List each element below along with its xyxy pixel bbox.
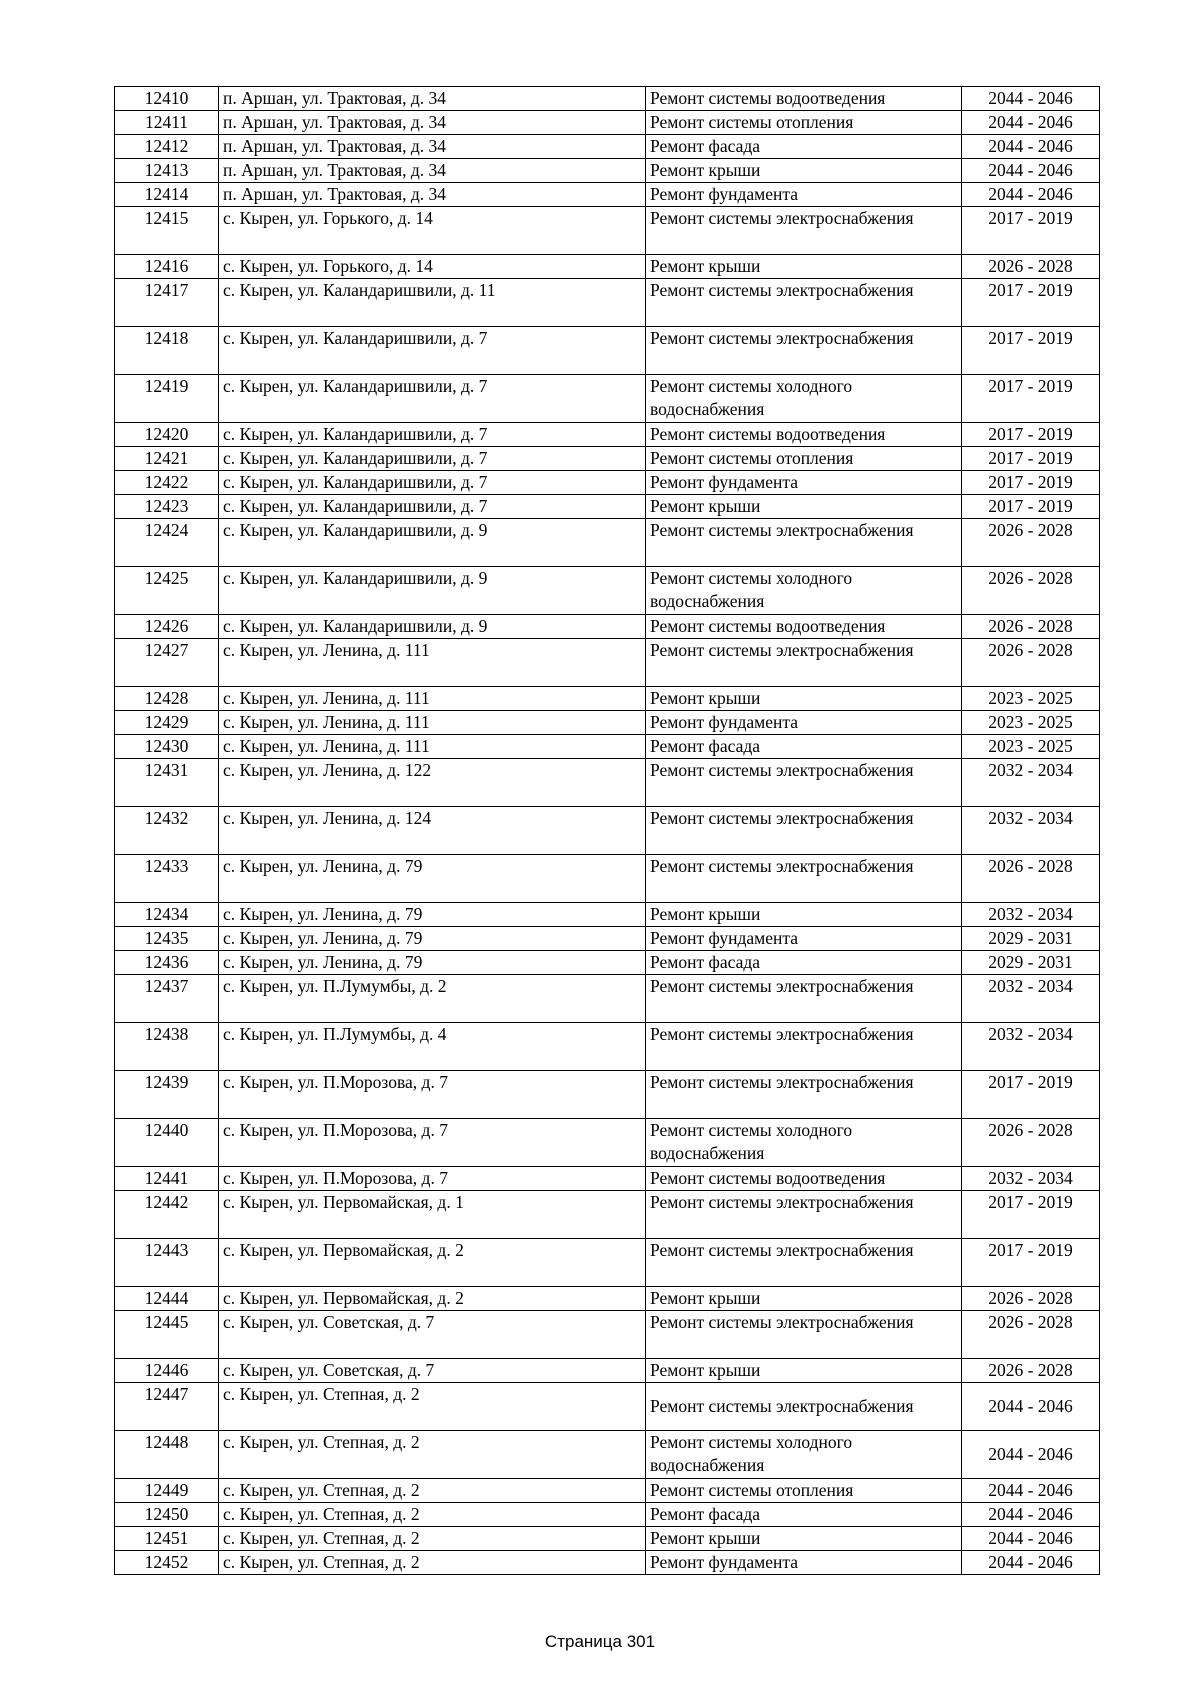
row-number: 12439 xyxy=(115,1071,219,1119)
row-address: с. Кырен, ул. Первомайская, д. 1 xyxy=(219,1191,646,1239)
row-number: 12414 xyxy=(115,183,219,207)
page-number: Страница 301 xyxy=(544,1632,656,1651)
row-work-type: Ремонт системы электроснабжения xyxy=(646,1191,962,1239)
row-number: 12411 xyxy=(115,111,219,135)
row-period: 2029 - 2031 xyxy=(962,951,1100,975)
row-work-type: Ремонт системы электроснабжения xyxy=(646,1071,962,1119)
row-address: с. Кырен, ул. П.Лумумбы, д. 4 xyxy=(219,1023,646,1071)
row-period: 2026 - 2028 xyxy=(962,519,1100,567)
row-work-type: Ремонт системы электроснабжения xyxy=(646,279,962,327)
row-work-type: Ремонт фундамента xyxy=(646,927,962,951)
row-address: с. Кырен, ул. Каландаришвили, д. 9 xyxy=(219,567,646,615)
table-row xyxy=(115,111,1100,135)
row-address: с. Кырен, ул. Степная, д. 2 xyxy=(219,1431,646,1479)
row-period: 2032 - 2034 xyxy=(962,1023,1100,1071)
row-address: с. Кырен, ул. П.Морозова, д. 7 xyxy=(219,1119,646,1167)
row-period: 2032 - 2034 xyxy=(962,1167,1100,1191)
table-row xyxy=(115,279,1100,327)
row-number: 12431 xyxy=(115,759,219,807)
row-address: п. Аршан, ул. Трактовая, д. 34 xyxy=(219,87,646,111)
row-work-type: Ремонт фасада xyxy=(646,735,962,759)
row-number: 12423 xyxy=(115,495,219,519)
row-number: 12444 xyxy=(115,1287,219,1311)
table-row xyxy=(115,639,1100,687)
row-address: п. Аршан, ул. Трактовая, д. 34 xyxy=(219,111,646,135)
table-row xyxy=(115,1167,1100,1191)
row-work-type: Ремонт крыши xyxy=(646,1527,962,1551)
row-period: 2044 - 2046 xyxy=(962,1503,1100,1527)
row-address: с. Кырен, ул. Ленина, д. 79 xyxy=(219,951,646,975)
row-work-type: Ремонт крыши xyxy=(646,255,962,279)
row-address: с. Кырен, ул. Ленина, д. 111 xyxy=(219,687,646,711)
row-period: 2017 - 2019 xyxy=(962,447,1100,471)
row-number: 12452 xyxy=(115,1551,219,1575)
row-number: 12435 xyxy=(115,927,219,951)
row-work-type: Ремонт крыши xyxy=(646,495,962,519)
table-row xyxy=(115,87,1100,111)
row-work-type: Ремонт крыши xyxy=(646,1287,962,1311)
table-row xyxy=(115,519,1100,567)
row-period: 2044 - 2046 xyxy=(962,1479,1100,1503)
row-period: 2017 - 2019 xyxy=(962,327,1100,375)
table-row xyxy=(115,1383,1100,1431)
row-work-type: Ремонт фундамента xyxy=(646,183,962,207)
row-address: с. Кырен, ул. Ленина, д. 111 xyxy=(219,711,646,735)
table-row xyxy=(115,1551,1100,1575)
row-number: 12451 xyxy=(115,1527,219,1551)
row-number: 12443 xyxy=(115,1239,219,1287)
row-address: с. Кырен, ул. Советская, д. 7 xyxy=(219,1359,646,1383)
table-row xyxy=(115,975,1100,1023)
row-address: с. Кырен, ул. Каландаришвили, д. 7 xyxy=(219,327,646,375)
table-row xyxy=(115,807,1100,855)
row-period: 2044 - 2046 xyxy=(962,159,1100,183)
table-row xyxy=(115,1071,1100,1119)
row-work-type: Ремонт системы электроснабжения xyxy=(646,519,962,567)
row-address: с. Кырен, ул. Степная, д. 2 xyxy=(219,1527,646,1551)
table-row xyxy=(115,927,1100,951)
row-number: 12436 xyxy=(115,951,219,975)
row-address: с. Кырен, ул. Степная, д. 2 xyxy=(219,1503,646,1527)
row-period: 2017 - 2019 xyxy=(962,495,1100,519)
row-address: с. Кырен, ул. Каландаришвили, д. 7 xyxy=(219,375,646,423)
row-work-type: Ремонт фасада xyxy=(646,1503,962,1527)
table-row xyxy=(115,1479,1100,1503)
repair-schedule-table xyxy=(114,86,1100,1575)
row-number: 12434 xyxy=(115,903,219,927)
row-period: 2044 - 2046 xyxy=(962,1383,1100,1431)
row-address: с. Кырен, ул. П.Морозова, д. 7 xyxy=(219,1071,646,1119)
row-period: 2017 - 2019 xyxy=(962,1239,1100,1287)
row-work-type: Ремонт системы электроснабжения xyxy=(646,1239,962,1287)
table-row xyxy=(115,375,1100,423)
table-row xyxy=(115,1359,1100,1383)
row-work-type: Ремонт системы электроснабжения xyxy=(646,975,962,1023)
row-period: 2044 - 2046 xyxy=(962,1551,1100,1575)
row-address: с. Кырен, ул. Советская, д. 7 xyxy=(219,1311,646,1359)
row-work-type: Ремонт крыши xyxy=(646,159,962,183)
row-period: 2017 - 2019 xyxy=(962,279,1100,327)
row-period: 2017 - 2019 xyxy=(962,375,1100,423)
row-period: 2017 - 2019 xyxy=(962,423,1100,447)
row-work-type: Ремонт системы электроснабжения xyxy=(646,207,962,255)
row-period: 2032 - 2034 xyxy=(962,903,1100,927)
row-work-type: Ремонт системы электроснабжения xyxy=(646,1383,962,1431)
table-row xyxy=(115,327,1100,375)
row-period: 2032 - 2034 xyxy=(962,759,1100,807)
row-address: с. Кырен, ул. Ленина, д. 79 xyxy=(219,927,646,951)
table-row xyxy=(115,159,1100,183)
table-row xyxy=(115,855,1100,903)
table-row xyxy=(115,207,1100,255)
row-work-type: Ремонт системы водоотведения xyxy=(646,87,962,111)
row-work-type: Ремонт системы отопления xyxy=(646,111,962,135)
row-address: с. Кырен, ул. Каландаришвили, д. 9 xyxy=(219,519,646,567)
row-period: 2032 - 2034 xyxy=(962,807,1100,855)
row-work-type: Ремонт системы холодного водоснабжения xyxy=(646,1431,962,1479)
row-address: п. Аршан, ул. Трактовая, д. 34 xyxy=(219,183,646,207)
row-number: 12421 xyxy=(115,447,219,471)
table-row xyxy=(115,1431,1100,1479)
row-address: с. Кырен, ул. Ленина, д. 124 xyxy=(219,807,646,855)
row-number: 12446 xyxy=(115,1359,219,1383)
row-number: 12447 xyxy=(115,1383,219,1431)
table-row xyxy=(115,615,1100,639)
row-number: 12438 xyxy=(115,1023,219,1071)
row-number: 12415 xyxy=(115,207,219,255)
table-row xyxy=(115,1239,1100,1287)
row-address: с. Кырен, ул. Горького, д. 14 xyxy=(219,255,646,279)
row-work-type: Ремонт системы холодного водоснабжения xyxy=(646,1119,962,1167)
row-work-type: Ремонт системы водоотведения xyxy=(646,423,962,447)
table-row xyxy=(115,255,1100,279)
row-period: 2026 - 2028 xyxy=(962,567,1100,615)
table-row xyxy=(115,471,1100,495)
table-row xyxy=(115,1527,1100,1551)
row-address: с. Кырен, ул. Ленина, д. 111 xyxy=(219,735,646,759)
row-number: 12440 xyxy=(115,1119,219,1167)
row-work-type: Ремонт системы электроснабжения xyxy=(646,327,962,375)
row-address: с. Кырен, ул. Ленина, д. 122 xyxy=(219,759,646,807)
row-number: 12449 xyxy=(115,1479,219,1503)
row-period: 2023 - 2025 xyxy=(962,735,1100,759)
row-address: п. Аршан, ул. Трактовая, д. 34 xyxy=(219,159,646,183)
table-row xyxy=(115,423,1100,447)
row-work-type: Ремонт фундамента xyxy=(646,1551,962,1575)
row-number: 12429 xyxy=(115,711,219,735)
row-period: 2017 - 2019 xyxy=(962,1071,1100,1119)
row-number: 12420 xyxy=(115,423,219,447)
row-address: с. Кырен, ул. Каландаришвили, д. 7 xyxy=(219,471,646,495)
row-number: 12424 xyxy=(115,519,219,567)
row-work-type: Ремонт системы электроснабжения xyxy=(646,855,962,903)
row-address: с. Кырен, ул. Горького, д. 14 xyxy=(219,207,646,255)
row-address: с. Кырен, ул. Ленина, д. 79 xyxy=(219,855,646,903)
table-row xyxy=(115,759,1100,807)
row-period: 2044 - 2046 xyxy=(962,1431,1100,1479)
table-row xyxy=(115,735,1100,759)
row-work-type: Ремонт фундамента xyxy=(646,711,962,735)
row-number: 12427 xyxy=(115,639,219,687)
row-work-type: Ремонт крыши xyxy=(646,687,962,711)
table-row xyxy=(115,567,1100,615)
row-number: 12418 xyxy=(115,327,219,375)
row-period: 2026 - 2028 xyxy=(962,615,1100,639)
row-work-type: Ремонт крыши xyxy=(646,903,962,927)
row-number: 12437 xyxy=(115,975,219,1023)
row-period: 2026 - 2028 xyxy=(962,639,1100,687)
row-address: с. Кырен, ул. Каландаришвили, д. 7 xyxy=(219,423,646,447)
row-period: 2026 - 2028 xyxy=(962,1119,1100,1167)
row-number: 12416 xyxy=(115,255,219,279)
row-number: 12433 xyxy=(115,855,219,903)
row-number: 12448 xyxy=(115,1431,219,1479)
row-period: 2044 - 2046 xyxy=(962,111,1100,135)
table-body xyxy=(115,87,1100,1575)
row-work-type: Ремонт системы отопления xyxy=(646,447,962,471)
row-address: с. Кырен, ул. Каландаришвили, д. 7 xyxy=(219,495,646,519)
row-period: 2026 - 2028 xyxy=(962,1311,1100,1359)
row-number: 12426 xyxy=(115,615,219,639)
row-period: 2017 - 2019 xyxy=(962,471,1100,495)
row-number: 12417 xyxy=(115,279,219,327)
row-number: 12432 xyxy=(115,807,219,855)
table-row xyxy=(115,1503,1100,1527)
row-address: с. Кырен, ул. Степная, д. 2 xyxy=(219,1479,646,1503)
row-number: 12441 xyxy=(115,1167,219,1191)
row-number: 12419 xyxy=(115,375,219,423)
row-work-type: Ремонт системы электроснабжения xyxy=(646,639,962,687)
row-work-type: Ремонт крыши xyxy=(646,1359,962,1383)
table-row xyxy=(115,1287,1100,1311)
row-period: 2026 - 2028 xyxy=(962,855,1100,903)
row-address: с. Кырен, ул. Степная, д. 2 xyxy=(219,1551,646,1575)
row-address: с. Кырен, ул. Степная, д. 2 xyxy=(219,1383,646,1431)
row-number: 12445 xyxy=(115,1311,219,1359)
table-row xyxy=(115,1191,1100,1239)
table-row xyxy=(115,687,1100,711)
row-address: с. Кырен, ул. Ленина, д. 111 xyxy=(219,639,646,687)
row-number: 12425 xyxy=(115,567,219,615)
row-work-type: Ремонт системы электроснабжения xyxy=(646,1023,962,1071)
table-row xyxy=(115,903,1100,927)
row-number: 12442 xyxy=(115,1191,219,1239)
row-work-type: Ремонт системы холодного водоснабжения xyxy=(646,375,962,423)
row-address: п. Аршан, ул. Трактовая, д. 34 xyxy=(219,135,646,159)
table-row xyxy=(115,1023,1100,1071)
row-number: 12410 xyxy=(115,87,219,111)
row-period: 2044 - 2046 xyxy=(962,1527,1100,1551)
table-row xyxy=(115,711,1100,735)
row-work-type: Ремонт системы отопления xyxy=(646,1479,962,1503)
row-number: 12422 xyxy=(115,471,219,495)
table-row xyxy=(115,447,1100,471)
row-period: 2017 - 2019 xyxy=(962,207,1100,255)
row-period: 2044 - 2046 xyxy=(962,135,1100,159)
row-number: 12450 xyxy=(115,1503,219,1527)
row-period: 2029 - 2031 xyxy=(962,927,1100,951)
table-row xyxy=(115,1119,1100,1167)
row-address: с. Кырен, ул. Ленина, д. 79 xyxy=(219,903,646,927)
row-work-type: Ремонт системы водоотведения xyxy=(646,615,962,639)
row-address: с. Кырен, ул. Каландаришвили, д. 11 xyxy=(219,279,646,327)
table-row xyxy=(115,1311,1100,1359)
row-work-type: Ремонт системы электроснабжения xyxy=(646,759,962,807)
table-row xyxy=(115,495,1100,519)
row-period: 2026 - 2028 xyxy=(962,1287,1100,1311)
row-work-type: Ремонт фасада xyxy=(646,135,962,159)
row-period: 2044 - 2046 xyxy=(962,183,1100,207)
row-number: 12428 xyxy=(115,687,219,711)
row-work-type: Ремонт фундамента xyxy=(646,471,962,495)
row-address: с. Кырен, ул. П.Морозова, д. 7 xyxy=(219,1167,646,1191)
row-work-type: Ремонт системы электроснабжения xyxy=(646,1311,962,1359)
row-work-type: Ремонт системы электроснабжения xyxy=(646,807,962,855)
row-period: 2026 - 2028 xyxy=(962,255,1100,279)
row-address: с. Кырен, ул. Первомайская, д. 2 xyxy=(219,1239,646,1287)
table-row xyxy=(115,183,1100,207)
row-period: 2023 - 2025 xyxy=(962,711,1100,735)
row-address: с. Кырен, ул. Каландаришвили, д. 7 xyxy=(219,447,646,471)
table-row xyxy=(115,951,1100,975)
row-number: 12430 xyxy=(115,735,219,759)
row-period: 2032 - 2034 xyxy=(962,975,1100,1023)
row-period: 2017 - 2019 xyxy=(962,1191,1100,1239)
row-work-type: Ремонт системы водоотведения xyxy=(646,1167,962,1191)
row-address: с. Кырен, ул. Каландаришвили, д. 9 xyxy=(219,615,646,639)
row-period: 2023 - 2025 xyxy=(962,687,1100,711)
row-number: 12413 xyxy=(115,159,219,183)
row-number: 12412 xyxy=(115,135,219,159)
row-work-type: Ремонт системы холодного водоснабжения xyxy=(646,567,962,615)
table-row xyxy=(115,135,1100,159)
row-period: 2026 - 2028 xyxy=(962,1359,1100,1383)
row-period: 2044 - 2046 xyxy=(962,87,1100,111)
row-address: с. Кырен, ул. П.Лумумбы, д. 2 xyxy=(219,975,646,1023)
row-work-type: Ремонт фасада xyxy=(646,951,962,975)
row-address: с. Кырен, ул. Первомайская, д. 2 xyxy=(219,1287,646,1311)
